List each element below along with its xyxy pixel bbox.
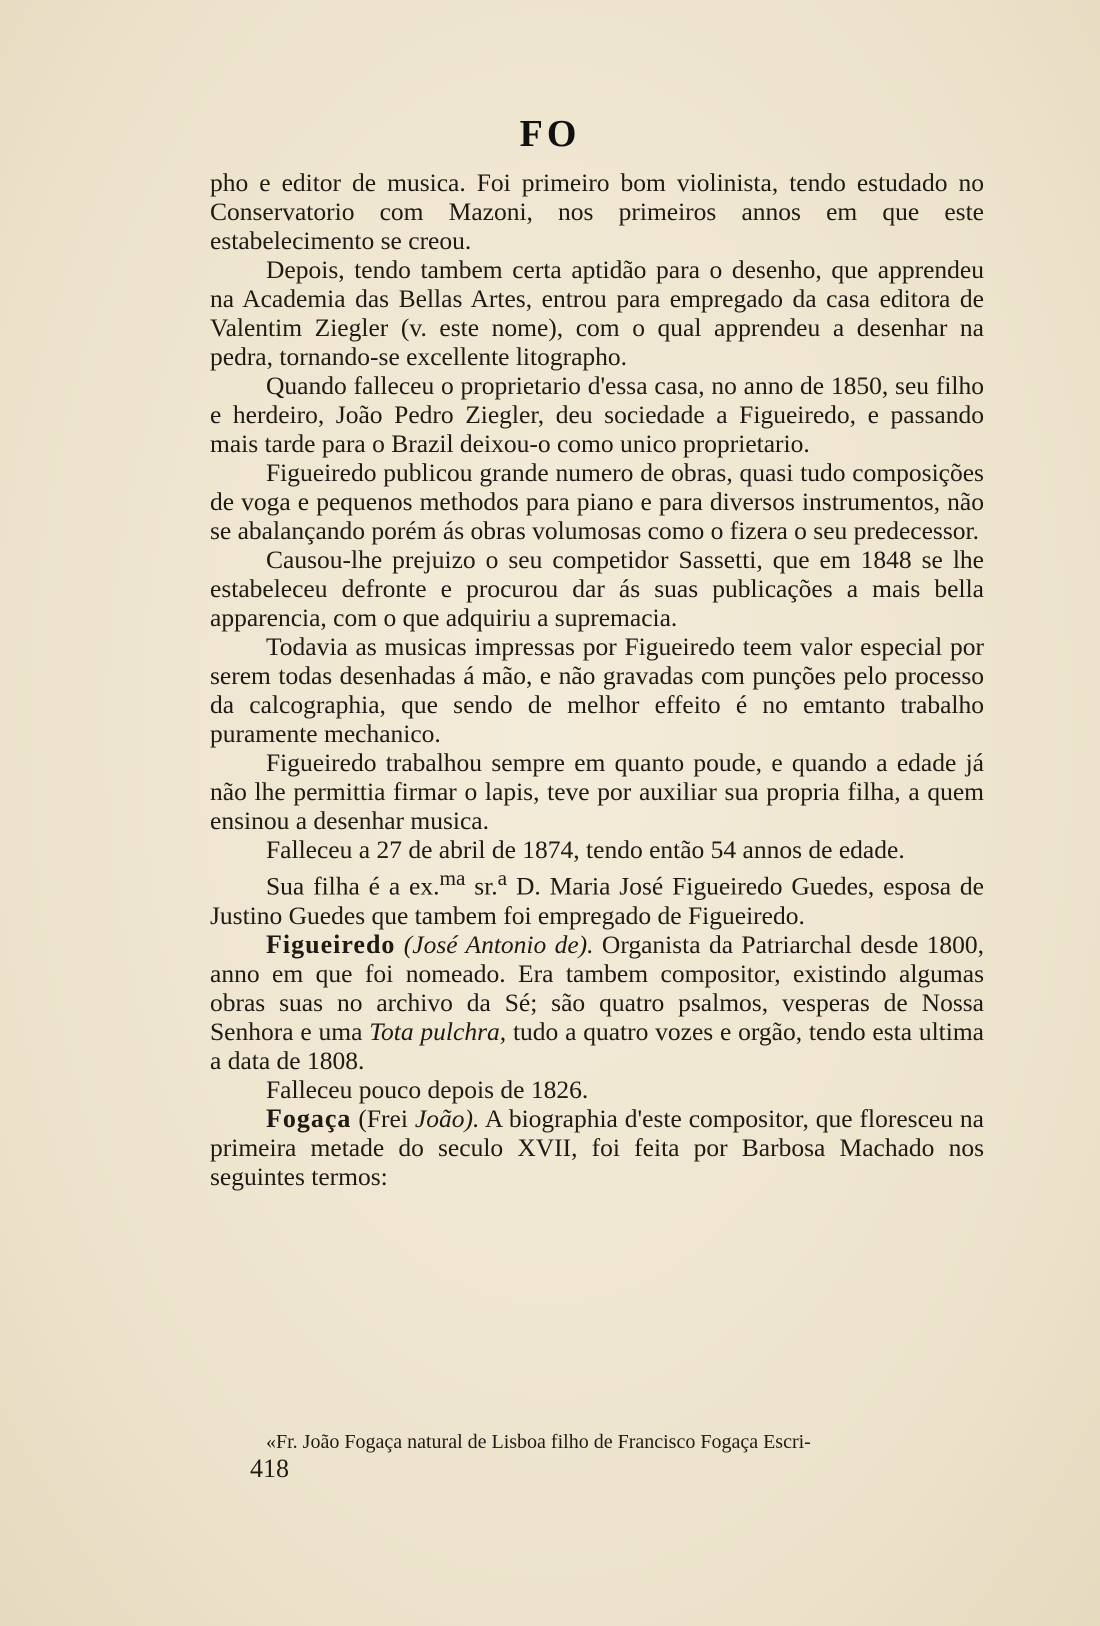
work-title: Tota pulchra, [369,1016,507,1046]
entry-heading: Fogaça [266,1103,352,1133]
entry-text: Organista da Patriarchal desde 1800, anno em que foi nomeado. Era tambem compositor, existindo algumas obras suas no archivo da Sé; são quatro psalmos, vesperas de Nossa Senhora e uma [210,929,985,1046]
page-number: 418 [250,1454,289,1483]
entry-fogaca [210,1104,984,1191]
superscript: a [497,866,508,890]
entry-epithet-italic: João). [414,1103,480,1133]
entry-epithet: (Frei [351,1103,415,1133]
running-head: FO [519,113,581,155]
entry-jose-antonio [210,930,984,1075]
paragraph: Falleceu a 27 de abril de 1874, tendo então 54 annos de edade. [266,835,905,864]
paragraph: Figueiredo trabalhou sempre em quanto poude, e quando a edade já não lhe permittia firmar o lapis, teve por auxiliar sua propria filha, a quem ensinou a desenhar musica. [210,748,984,835]
paragraph: pho e editor de musica. Foi primeiro bom violinista, tendo estudado no Conservatorio com Mazoni, nos primeiros annos em que este estabelecimento se creou. [210,168,984,255]
paragraph: Falleceu pouco depois de 1826. [266,1074,589,1104]
paragraph: Quando falleceu o proprietario d'essa casa, no anno de 1850, seu filho e herdeiro, João Pedro Ziegler, deu sociedade a Figueiredo, e passando mais tarde para o Brazil deixou-o como unico proprietario. [210,371,984,458]
entry-text: tudo a quatro vozes e orgão, tendo esta ultima a data de 1808. [210,1016,984,1075]
paragraph-daughter [210,864,984,930]
superscript: ma [439,866,466,890]
quotation-start: «Fr. João Fogaça natural de Lisboa filho de Francisco Fogaça Escri- [266,1431,811,1453]
paragraph: Causou-lhe prejuizo o seu competidor Sassetti, que em 1848 se lhe estabeleceu defronte e procurou dar ás suas publicações a mais bella apparencia, com o que adquiriu a supremacia. [210,545,984,632]
daughter-text-a: Sua filha é a ex. [266,871,440,901]
entry-heading: Figueiredo [266,929,396,959]
daughter-text-c: D. Maria José Figueiredo Guedes, esposa de Justino Guedes que tambem foi empregado de Figueiredo. [210,871,984,930]
paragraph: Figueiredo publicou grande numero de obras, quasi tudo composições de voga e pequenos methodos para piano e para diversos instrumentos, não se abalançando porém ás obras volumosas como o fizera o seu predecessor. [210,458,984,545]
entry-text: A biographia d'este compositor, que floresceu na primeira metade do seculo XVII, foi feita por Barbosa Machado nos seguintes termos: [210,1103,985,1191]
entry-epithet: (José Antonio de). [403,929,594,959]
paragraph: Depois, tendo tambem certa aptidão para o desenho, que apprendeu na Academia das Bellas Artes, entrou para empregado da casa editora de Valentim Ziegler (v. este nome), com o qual apprendeu a desenhar na pedra, tornando-se excellente litographo. [210,255,984,371]
page-body [210,168,984,1191]
paragraph: Todavia as musicas impressas por Figueiredo teem valor especial por serem todas desenhadas á mão, e não gravadas com punções pelo processo da calcographia, que sendo de melhor effeito é no emtanto trabalho puramente mechanico. [210,632,984,748]
daughter-text-b: sr. [465,871,498,901]
